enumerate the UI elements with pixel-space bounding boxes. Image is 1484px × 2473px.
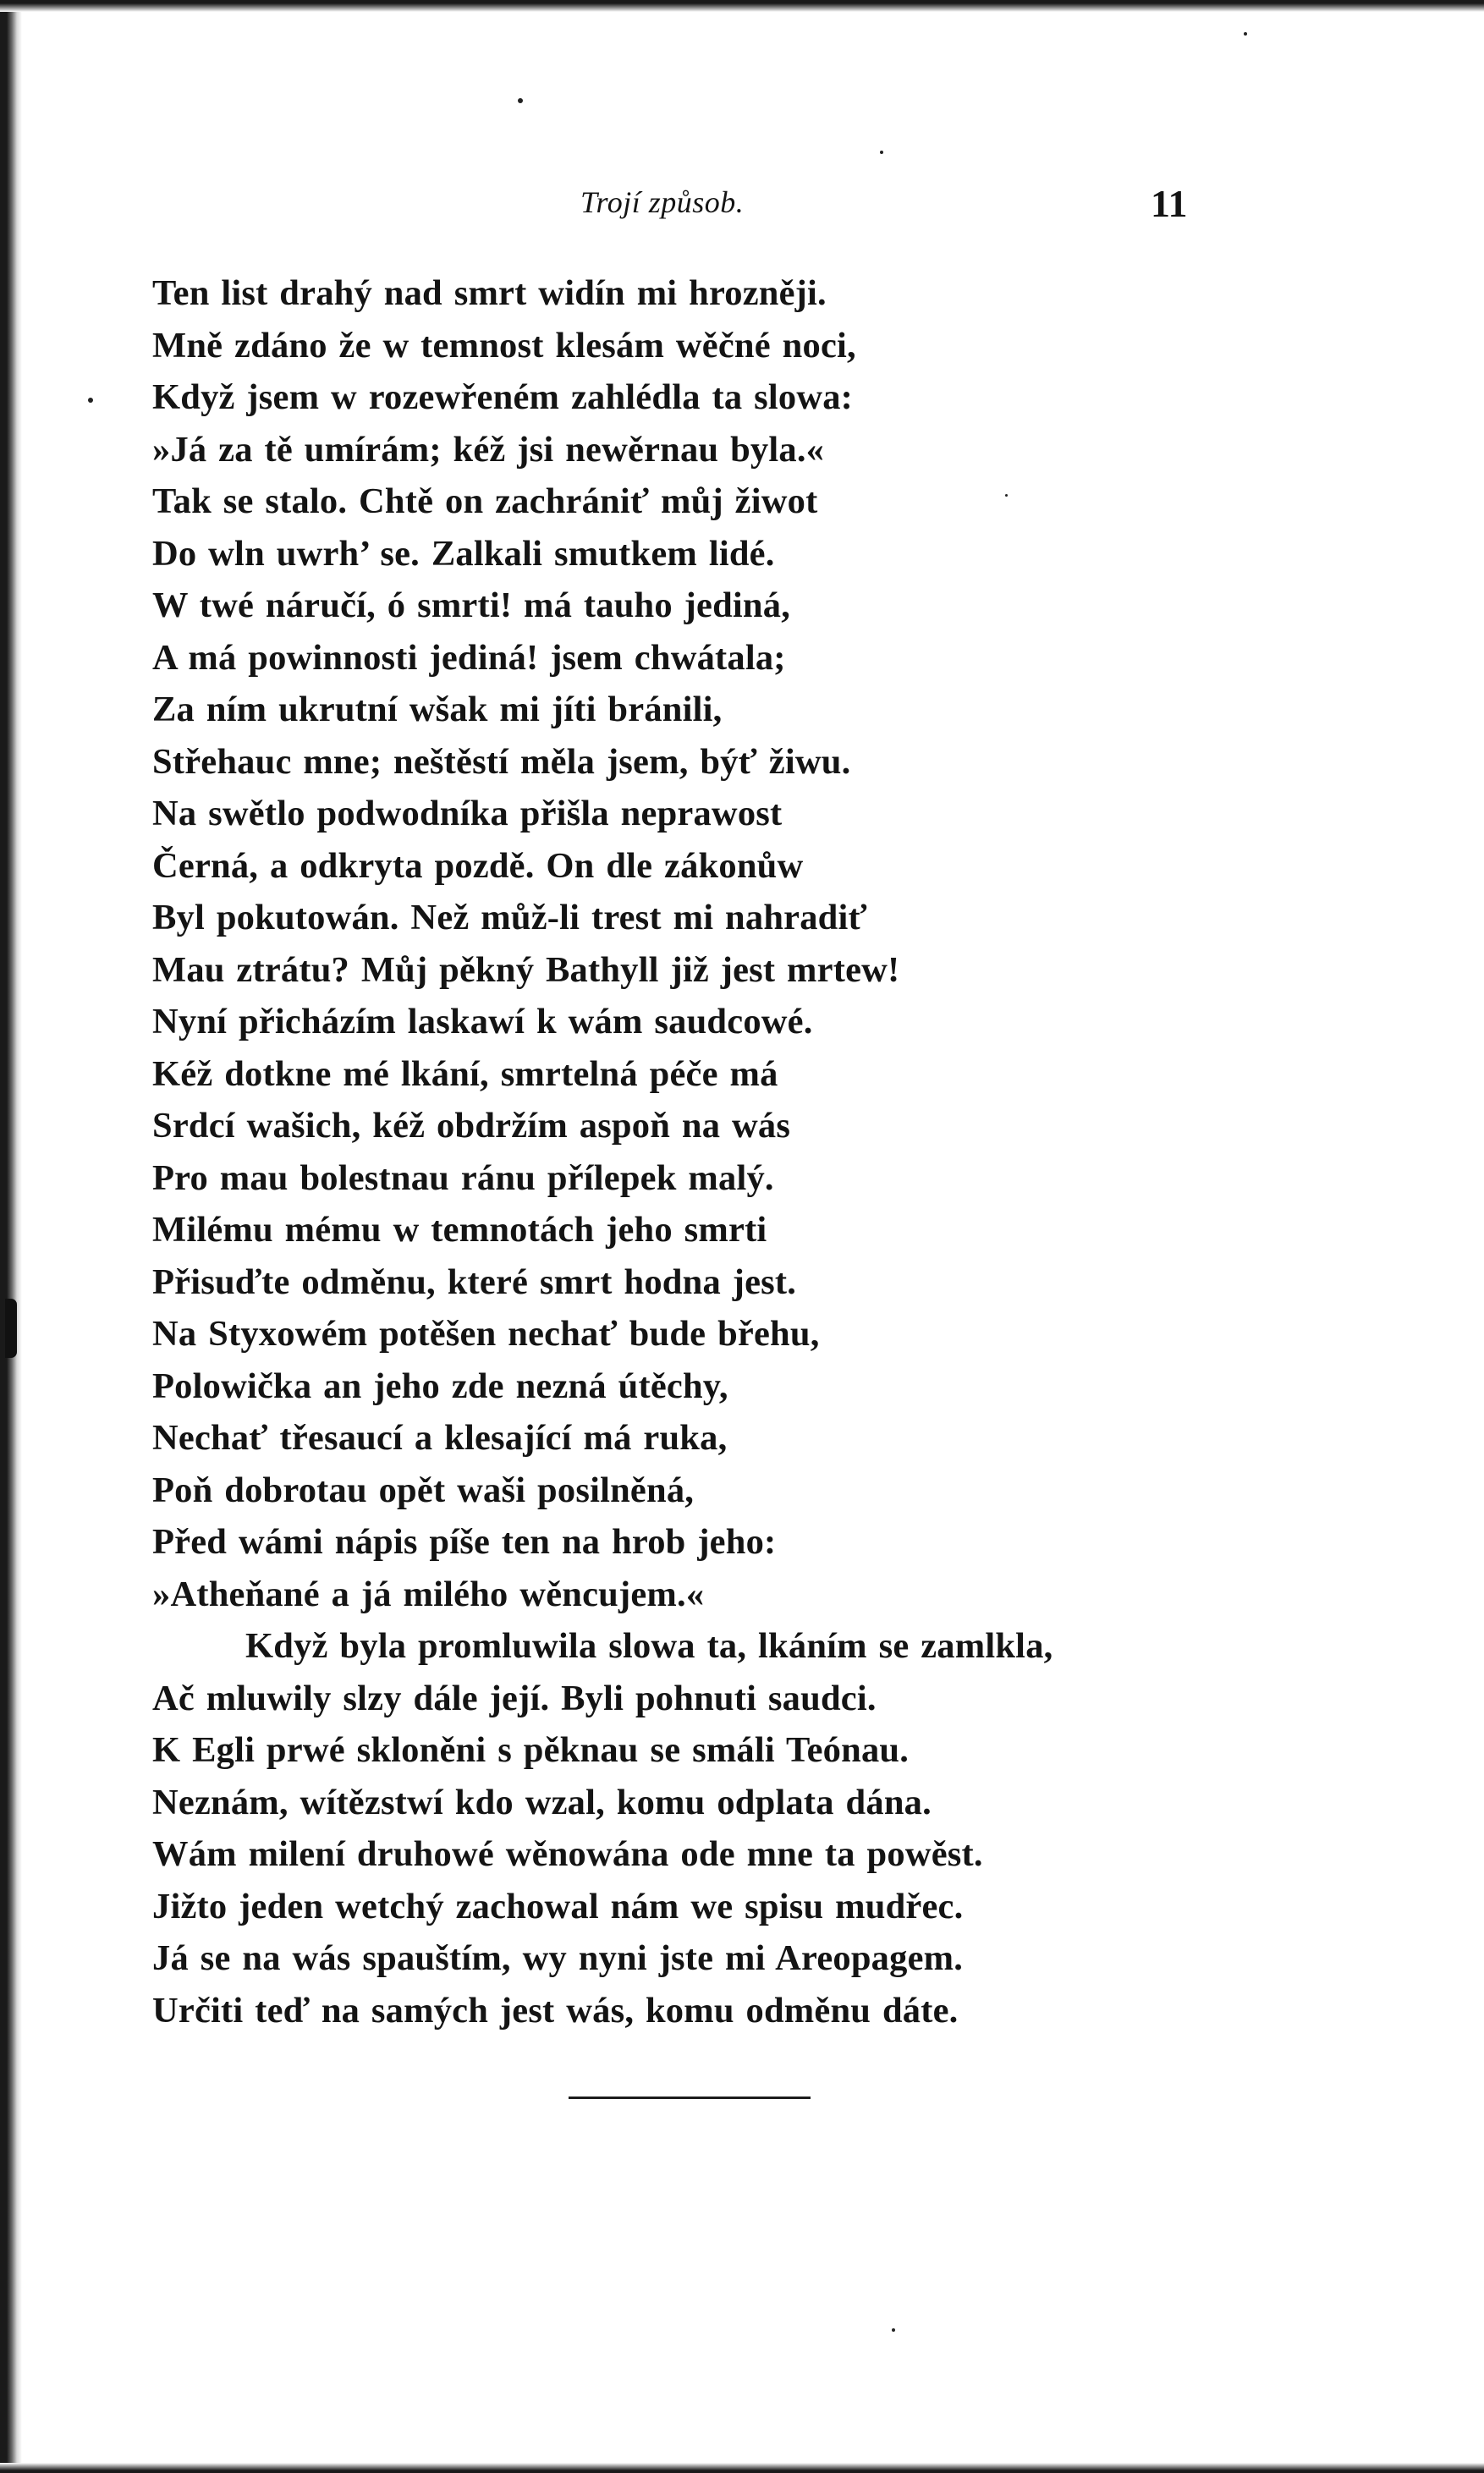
poem-line: »Atheňané a já milého wěncujem.« <box>152 1574 705 1614</box>
poem-line: Já se na wás spauštím, wy nyni jste mi Areopagem. <box>152 1938 964 1978</box>
poem-line-indented: Když byla promluwila slowa ta, lkáním se zamlkla, <box>245 1626 1053 1666</box>
scan-left-edge <box>0 0 22 2473</box>
poem-line: K Egli prwé skloněni s pěknau se smáli Teónau. <box>152 1730 910 1770</box>
poem-line: Nechať třesaucí a klesající má ruka, <box>152 1418 728 1458</box>
poem-line: Neznám, wítězstwí kdo wzal, komu odplata dána. <box>152 1782 932 1822</box>
section-end-rule <box>569 2097 811 2099</box>
poem-line: Do wln uwrh’ se. Zalkali smutkem lidé. <box>152 533 775 574</box>
poem-line: »Já za tě umírám; kéž jsi newěrnau byla.« <box>152 429 825 470</box>
paper-speck <box>1244 32 1247 36</box>
poem-line: Srdcí wašich, kéž obdržím aspoň na wás <box>152 1106 791 1146</box>
poem-line: W twé náručí, ó smrti! má tauho jediná, <box>152 585 791 625</box>
scan-bottom-edge <box>0 2463 1484 2473</box>
poem-line: Nyní přicházím laskawí k wám saudcowé. <box>152 1002 813 1041</box>
poem-line: Ten list drahý nad smrt widín mi hrozněji. <box>152 273 827 313</box>
running-title: Trojí způsob. <box>580 185 745 219</box>
poem-line: Poň dobrotau opět waši posilněná, <box>152 1470 695 1510</box>
poem-line: Kéž dotkne mé lkání, smrtelná péče má <box>152 1053 778 1094</box>
scan-top-edge <box>0 0 1484 12</box>
poem-line: Mau ztrátu? Můj pěkný Bathyll již jest mrtew! <box>152 949 900 990</box>
poem-line: Když jsem w rozewřeném zahlédla ta slowa: <box>152 377 854 417</box>
poem-line: Na Styxowém potěšen nechať bude břehu, <box>152 1314 820 1354</box>
poem-line: Střehauc mne; neštěstí měla jsem, býť žiwu. <box>152 741 851 782</box>
poem-line: Tak se stalo. Chtě on zachrániť můj žiwot <box>152 481 818 521</box>
poem-line: Mně zdáno že w temnost klesám wěčné noci, <box>152 325 856 365</box>
paper-speck <box>518 98 523 103</box>
poem-line: Jižto jeden wetchý zachowal nám we spisu mudřec. <box>152 1886 964 1926</box>
binding-mark <box>5 1299 17 1358</box>
poem-line: Na swětlo podwodníka přišla neprawost <box>152 794 783 833</box>
poem-line: Přisuďte odměnu, které smrt hodna jest. <box>152 1261 797 1302</box>
poem-line: Ač mluwily slzy dále její. Byli pohnuti saudci. <box>152 1678 877 1718</box>
poem-text <box>152 267 1252 2036</box>
page-header <box>0 184 1484 235</box>
poem-line: A má powinnosti jediná! jsem chwátala; <box>152 637 786 678</box>
paper-speck <box>892 2328 895 2332</box>
paper-speck <box>88 398 93 403</box>
poem-line: Pro mau bolestnau ránu přílepek malý. <box>152 1157 774 1198</box>
paper-speck <box>880 151 883 154</box>
page-number: 11 <box>1151 182 1188 225</box>
poem-line: Za ním ukrutní wšak mi jíti bránili, <box>152 690 723 729</box>
poem-line: Wám milení druhowé wěnowána ode mne ta powěst. <box>152 1834 983 1874</box>
poem-line: Polowička an jeho zde nezná útěchy, <box>152 1366 728 1406</box>
poem-line: Byl pokutowán. Než můž-li trest mi nahradiť <box>152 898 867 937</box>
poem-line: Milému mému w temnotách jeho smrti <box>152 1210 767 1250</box>
poem-line: Černá, a odkryta pozdě. On dle zákonůw <box>152 845 804 886</box>
poem-line: Určiti teď na samých jest wás, komu odměnu dáte. <box>152 1990 959 2031</box>
poem-line: Před wámi nápis píše ten na hrob jeho: <box>152 1522 777 1562</box>
